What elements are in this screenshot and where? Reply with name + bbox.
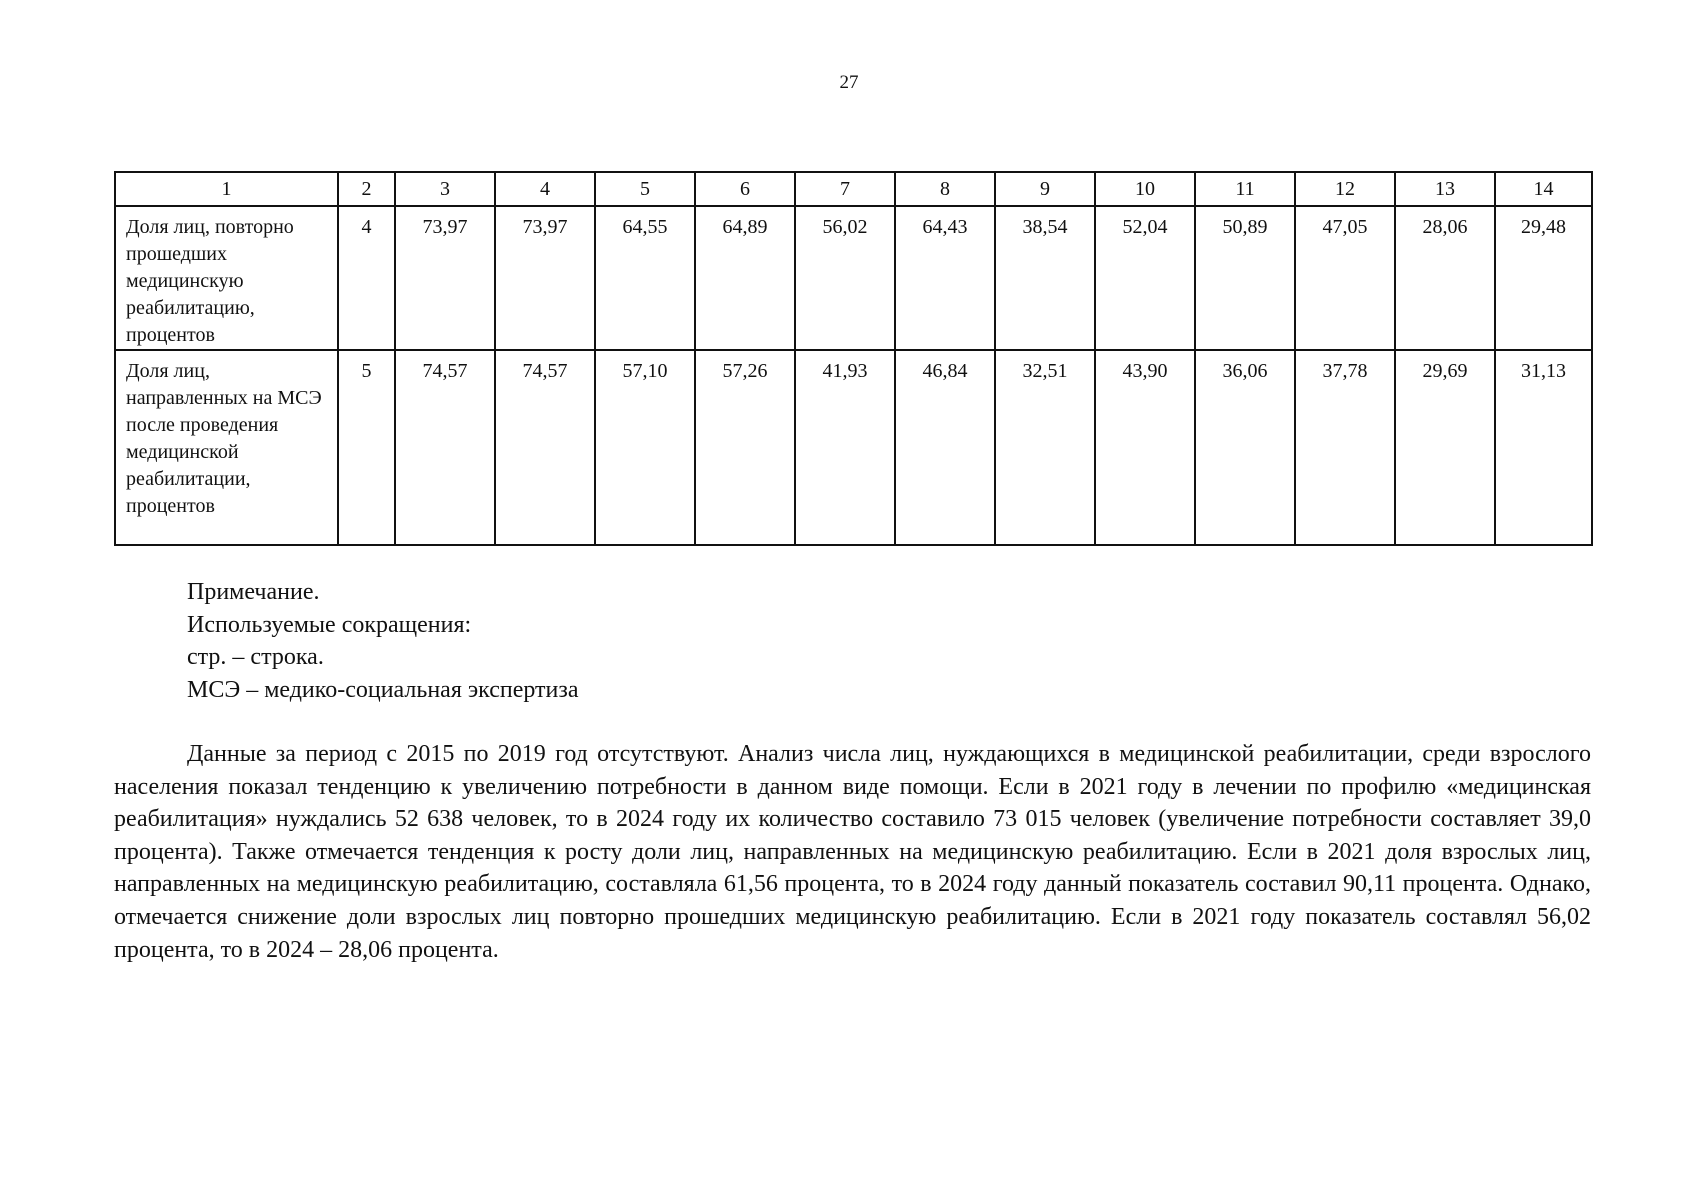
table-header-row [115,172,1592,206]
column-number: 2 [338,172,395,206]
column-number: 14 [1495,172,1592,206]
table-cell: 43,90 [1095,350,1195,545]
table-cell: 64,55 [595,206,695,350]
table-cell: 36,06 [1195,350,1295,545]
column-number: 6 [695,172,795,206]
table-cell: 29,48 [1495,206,1592,350]
table-cell: 47,05 [1295,206,1395,350]
row-label: Доля лиц, повторно прошедших медицинскую реабилитацию, процентов [115,206,338,350]
row-line-number: 5 [338,350,395,545]
table-cell: 57,10 [595,350,695,545]
table-cell: 37,78 [1295,350,1395,545]
column-number: 3 [395,172,495,206]
column-number: 12 [1295,172,1395,206]
column-number: 7 [795,172,895,206]
note-title: Примечание. [187,579,320,605]
row-label: Доля лиц, направленных на МСЭ после проведения медицинской реабилитации, процентов [115,350,338,545]
page-number: 27 [839,72,859,93]
table-cell: 52,04 [1095,206,1195,350]
table-cell: 38,54 [995,206,1095,350]
analysis-paragraph: Данные за период с 2015 по 2019 год отсутствуют. Анализ числа лиц, нуждающихся в медицинской реабилитации, среди взрослого населения показал тенденцию к увеличению потребности в данном виде помощи. Если в 2021 году в лечении по профилю «медицинская реабилитация» нуждались 52 638 человек, то в 2024 году их количество составило 73 015 человек (увеличение потребности составляет 39,0 процента). Также отмечается тенденция к росту доли лиц, направленных на медицинскую реабилитацию. Если в 2021 доля взрослых лиц, направленных на медицинскую реабилитацию, составляла 61,56 процента, то в 2024 году данный показатель составил 90,11 процента. Однако, отмечается снижение доли взрослых лиц повторно прошедших медицинскую реабилитацию. Если в 2021 году показатель составлял 56,02 процента, то в 2024 – 28,06 процента. [114,741,1591,963]
column-number: 5 [595,172,695,206]
abbreviation-item: МСЭ – медико-социальная экспертиза [187,676,579,703]
table-cell: 41,93 [795,350,895,545]
data-table [114,171,1593,546]
table-cell: 64,43 [895,206,995,350]
column-number: 11 [1195,172,1295,206]
table-cell: 57,26 [695,350,795,545]
table-cell: 32,51 [995,350,1095,545]
table-cell: 74,57 [495,350,595,545]
table-cell: 29,69 [1395,350,1495,545]
column-number: 13 [1395,172,1495,206]
table-cell: 50,89 [1195,206,1295,350]
table-cell: 56,02 [795,206,895,350]
abbreviation-item: стр. – строка. [187,644,324,670]
table-row [115,206,1592,350]
table-cell: 46,84 [895,350,995,545]
table-cell: 73,97 [495,206,595,350]
abbreviations-heading: Используемые сокращения: [187,611,472,638]
table-cell: 31,13 [1495,350,1592,545]
table-cell: 64,89 [695,206,795,350]
column-number: 4 [495,172,595,206]
table-note [187,576,579,706]
column-number: 8 [895,172,995,206]
table-cell: 28,06 [1395,206,1495,350]
column-number: 1 [115,172,338,206]
row-line-number: 4 [338,206,395,350]
table-cell: 73,97 [395,206,495,350]
table-row [115,350,1592,545]
column-number: 10 [1095,172,1195,206]
table-cell: 74,57 [395,350,495,545]
column-number: 9 [995,172,1095,206]
